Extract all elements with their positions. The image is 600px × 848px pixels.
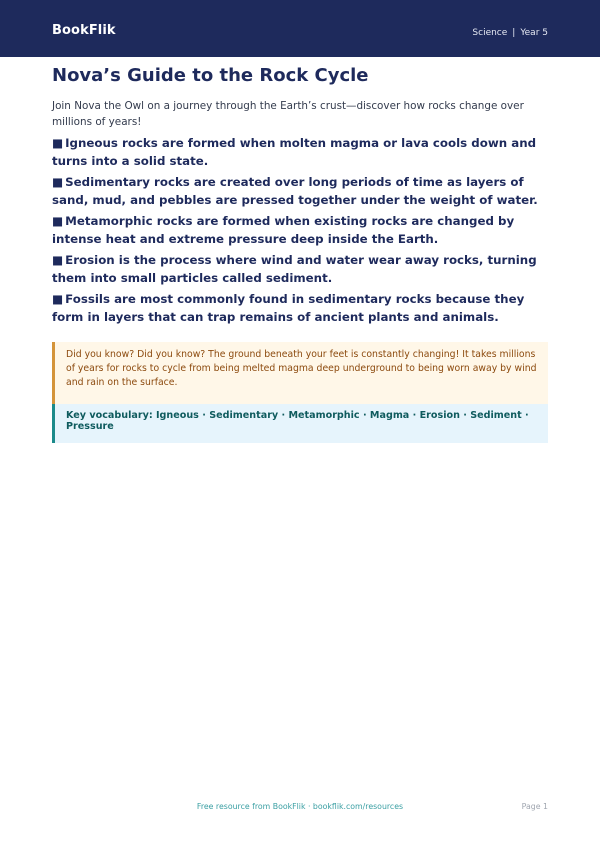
fact-item-fossils bbox=[52, 291, 552, 326]
fact-text: Metamorphic rocks are formed when existing rocks are changed by intense heat and extreme pressure deep inside the Earth. bbox=[52, 214, 515, 246]
year-label: Year 5 bbox=[520, 28, 548, 38]
fact-list bbox=[52, 135, 552, 330]
vocabulary-box bbox=[52, 404, 548, 443]
info-callout bbox=[52, 342, 548, 443]
square-bullet-icon: ■ bbox=[52, 136, 64, 150]
page-title: Nova’s Guide to the Rock Cycle bbox=[52, 65, 369, 86]
square-bullet-icon: ■ bbox=[52, 292, 64, 306]
square-bullet-icon: ■ bbox=[52, 253, 64, 267]
brand-logo-text[interactable]: BookFlik bbox=[52, 23, 116, 38]
subject-breadcrumb bbox=[472, 28, 548, 38]
page-number: Page 1 bbox=[521, 802, 548, 811]
did-you-know-text: Did you know? Did you know? The ground beneath your feet is constantly changing! It takes millions of years for rocks to cycle from being melted magma deep underground to being worn away by wind and rain on the surface. bbox=[66, 349, 537, 388]
did-you-know-box bbox=[52, 342, 548, 404]
square-bullet-icon: ■ bbox=[52, 214, 64, 228]
fact-item-igneous bbox=[52, 135, 552, 170]
fact-item-sedimentary bbox=[52, 174, 552, 209]
fact-text: Sedimentary rocks are created over long periods of time as layers of sand, mud, and pebbles are pressed together under the weight of water. bbox=[52, 175, 538, 207]
footer-resource-link[interactable]: Free resource from BookFlik · bookflik.com/resources bbox=[196, 802, 404, 811]
fact-text: Fossils are most commonly found in sedimentary rocks because they form in layers that can trap remains of ancient plants and animals. bbox=[52, 292, 525, 324]
fact-text: Igneous rocks are formed when molten magma or lava cools down and turns into a solid state. bbox=[52, 136, 537, 168]
breadcrumb-separator: | bbox=[512, 28, 516, 38]
fact-item-metamorphic bbox=[52, 213, 552, 248]
fact-text: Erosion is the process where wind and water wear away rocks, turning them into small particles called sediment. bbox=[52, 253, 537, 285]
square-bullet-icon: ■ bbox=[52, 175, 64, 189]
intro-paragraph: Join Nova the Owl on a journey through the Earth’s crust—discover how rocks change over millions of years! bbox=[52, 100, 524, 128]
fact-item-erosion bbox=[52, 252, 552, 287]
subject-label: Science bbox=[472, 28, 508, 38]
vocabulary-text: Key vocabulary: Igneous · Sedimentary · Metamorphic · Magma · Erosion · Sediment · Pressure bbox=[66, 410, 529, 432]
page-header bbox=[0, 0, 600, 57]
